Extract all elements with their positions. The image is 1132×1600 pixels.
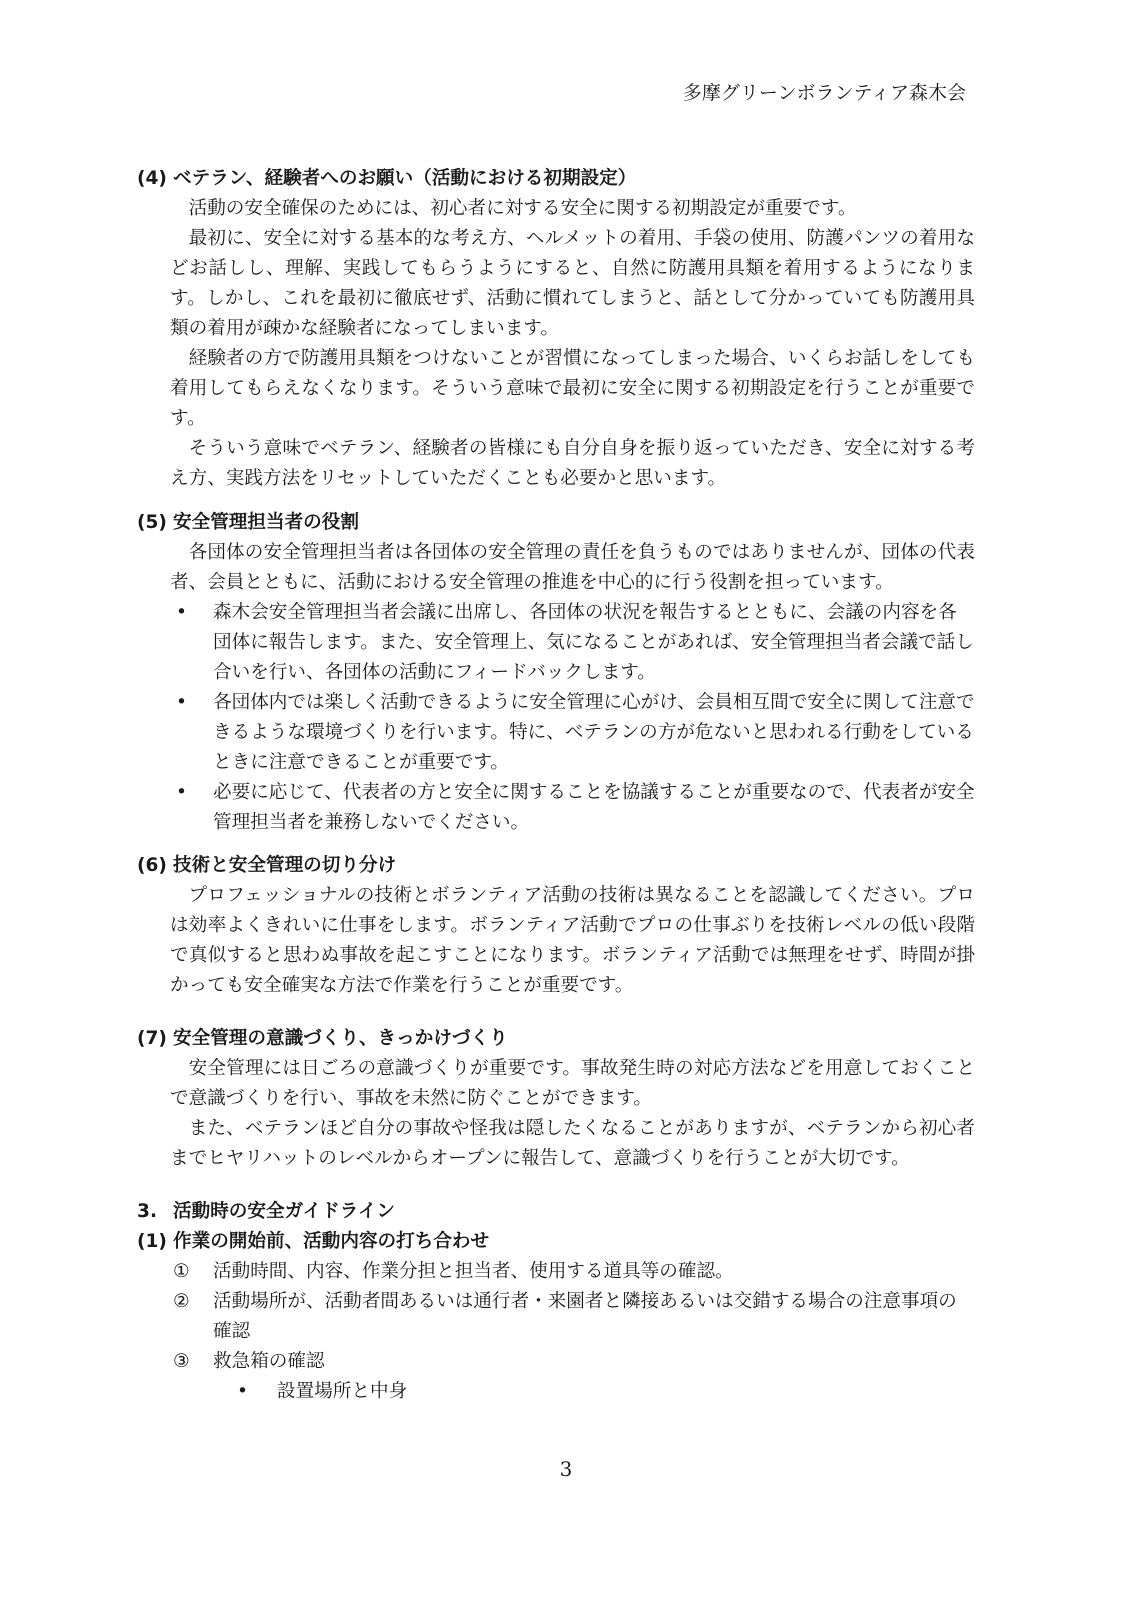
paragraph: 経験者の方で防護用具類をつけないことが習慣になってしまった場合、いくらお話しをしても着用してもらえなくなります。そういう意味で最初に安全に関する初期設定を行うことが重要です。 <box>170 348 975 429</box>
list-item: • 森木会安全管理担当者会議に出席し、各団体の状況を報告するとともに、会議の内容を各団体に報告します。また、安全管理上、気になることがあれば、安全管理担当者会議で話し合いを行い、各団体の活動にフィードバックします。 <box>170 598 975 688</box>
section-7 <box>137 1024 977 1174</box>
section-heading: (7) 安全管理の意識づくり、きっかけづくり <box>137 1028 508 1049</box>
list-item: • 必要に応じて、代表者の方と安全に関することを協議することが重要なので、代表者が安全管理担当者を兼務しないでください。 <box>170 778 975 838</box>
section-heading: (4) ベテラン、経験者へのお願い（活動における初期設定） <box>137 168 637 189</box>
subsection-heading: (1) 作業の開始前、活動内容の打ち合わせ <box>137 1231 490 1252</box>
bullet-icon: • <box>176 692 187 713</box>
document-header: 多摩グリーンボランティア森木会 <box>682 82 966 104</box>
bullet-list <box>170 598 975 838</box>
list-item: ① 活動時間、内容、作業分担と担当者、使用する道具等の確認。 <box>173 1261 734 1282</box>
paragraph: 最初に、安全に対する基本的な考え方、ヘルメットの着用、手袋の使用、防護パンツの着用などお話しし、理解、実践してもらうようにすると、自然に防護用具類を着用するようになります。しかし、これを最初に徹底せず、活動に慣れてしまうと、話として分かっていても防護用具類の着用が疎かな経験者になってしまいます。 <box>170 228 975 339</box>
list-item: • 設置場所と中身 <box>237 1377 937 1407</box>
paragraph: 各団体の安全管理担当者は各団体の安全管理の責任を負うものではありませんが、団体の代表者、会員とともに、活動における安全管理の推進を中心的に行う役割を担っています。 <box>170 542 975 593</box>
section-4 <box>137 164 977 494</box>
section-heading: (5) 安全管理担当者の役割 <box>137 512 359 533</box>
bullet-icon: • <box>237 1381 248 1402</box>
list-item: ③ 救急箱の確認 <box>173 1351 325 1372</box>
numbered-list <box>173 1257 973 1377</box>
paragraph: そういう意味でベテラン、経験者の皆様にも自分自身を振り返っていただき、安全に対する考え方、実践方法をリセットしていただくことも必要かと思います。 <box>170 438 975 489</box>
section-6 <box>137 851 977 1001</box>
paragraph: また、ベテランほど自分の事故や怪我は隠したくなることがありますが、ベテランから初心者までヒヤリハットのレベルからオープンに報告して、意識づくりを行うことが大切です。 <box>170 1118 975 1169</box>
paragraph: 活動の安全確保のためには、初心者に対する安全に関する初期設定が重要です。 <box>188 198 857 219</box>
section-5 <box>137 508 977 838</box>
bullet-icon: • <box>176 782 187 803</box>
page-number: 3 <box>559 1457 573 1481</box>
paragraph: 安全管理には日ごろの意識づくりが重要です。事故発生時の対応方法などを用意しておくことで意識づくりを行い、事故を未然に防ぐことができます。 <box>170 1058 975 1109</box>
section-heading: (6) 技術と安全管理の切り分け <box>137 855 397 876</box>
chapter-3 <box>137 1197 977 1407</box>
chapter-heading: 3. 活動時の安全ガイドライン <box>137 1201 396 1222</box>
bullet-icon: • <box>176 602 187 623</box>
list-item: ② 活動場所が、活動者間あるいは通行者・来園者と隣接あるいは交錯する場合の注意事項の確認 <box>173 1291 957 1342</box>
list-item: • 各団体内では楽しく活動できるように安全管理に心がけ、会員相互間で安全に関して注意できるような環境づくりを行います。特に、ベテランの方が危ないと思われる行動をしているときに注意できることが重要です。 <box>170 688 975 778</box>
bullet-list <box>237 1377 937 1407</box>
paragraph: プロフェッショナルの技術とボランティア活動の技術は異なることを認識してください。プロは効率よくきれいに仕事をします。ボランティア活動でプロの仕事ぶりを技術レベルの低い段階で真似すると思わぬ事故を起こすことになります。ボランティア活動では無理をせず、時間が掛かっても安全確実な方法で作業を行うことが重要です。 <box>170 885 975 996</box>
